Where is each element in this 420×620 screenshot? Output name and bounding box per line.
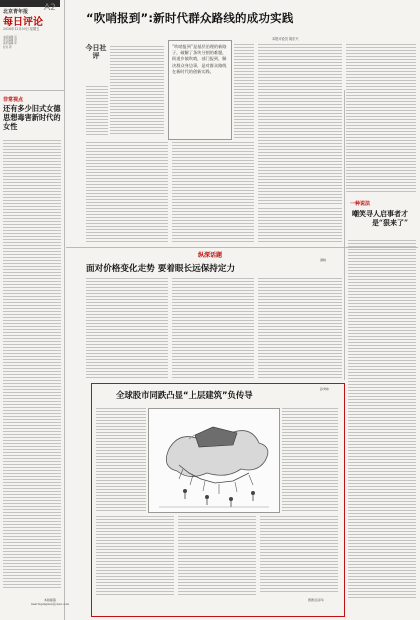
section-divider [0,90,64,91]
left-headline: 还有多少旧式女德思想毒害新时代的女性 [3,104,61,131]
editorial-cartoon [148,408,280,513]
cartoon-credit: 图图/张泽华 [308,598,325,602]
column-rule [344,90,345,380]
right-section-label: 一种说法 [350,201,371,207]
featured-article-body [96,408,146,512]
featured-author: 孙秀炜 [320,387,330,391]
featured-article-body [282,408,338,512]
right-article-body [348,240,416,600]
editor-line: 美术编辑 许 [3,42,17,46]
middle-headline: 面对价格变化走势 要着眼长远保持定力 [86,264,236,274]
middle-author: 满晓 [320,258,327,262]
footer-email: meirinpinglun@ynet.com [30,602,70,606]
article-body [258,44,342,204]
section-label-text: 今日社评 [85,43,107,60]
issue-date: 2016年12月30日 星期五 [3,27,40,31]
editor-credits [3,36,18,49]
article-body [258,208,342,244]
featured-article-body [178,516,256,596]
footer-label: 本版邮箱 [43,598,56,602]
middle-article-body [258,278,342,378]
article-body [346,44,416,194]
middle-article-body [86,278,168,378]
section-label [85,44,107,84]
pull-quote-text: “吹哨报到”是基层治理的新路子，破解了条块分割的难题，街道乡镇吹哨，部门报到，解决群众身边事，是对群众路线在新时代的创新实践。 [172,44,227,74]
editor-line: 校对 郭 [3,45,12,49]
masthead-title: 每日评论 [3,17,43,28]
article-body [172,142,254,244]
featured-headline: 全球股市同跌凸显“上层建筑”负传导 [116,390,253,400]
cartoon-illustration [149,409,279,512]
footer [20,598,80,606]
editor-line: 本版编辑 吴 [3,36,17,39]
article-body [110,46,164,134]
left-article-body [3,140,61,590]
middle-section-tag: 纵深话题 [198,252,223,259]
article-body [86,142,168,244]
left-section-label: 非常视点 [3,97,24,103]
middle-article-body [172,278,254,378]
editor-line: 责任编辑 吴 [3,39,17,43]
article-body [234,44,254,138]
article-body [86,86,108,136]
masthead-logo: 北京青年报 [3,9,29,15]
main-byline: 本报评论员 胡东兴 [272,37,299,41]
page-number: A2 [44,3,56,13]
featured-article-body [260,516,338,594]
column-rule [64,0,65,620]
featured-article-body [96,516,174,596]
right-headline: 嘲笑寻人启事者才是“狠来了” [352,209,408,227]
main-headline: “吹哨报到”:新时代群众路线的成功实践 [86,11,294,25]
